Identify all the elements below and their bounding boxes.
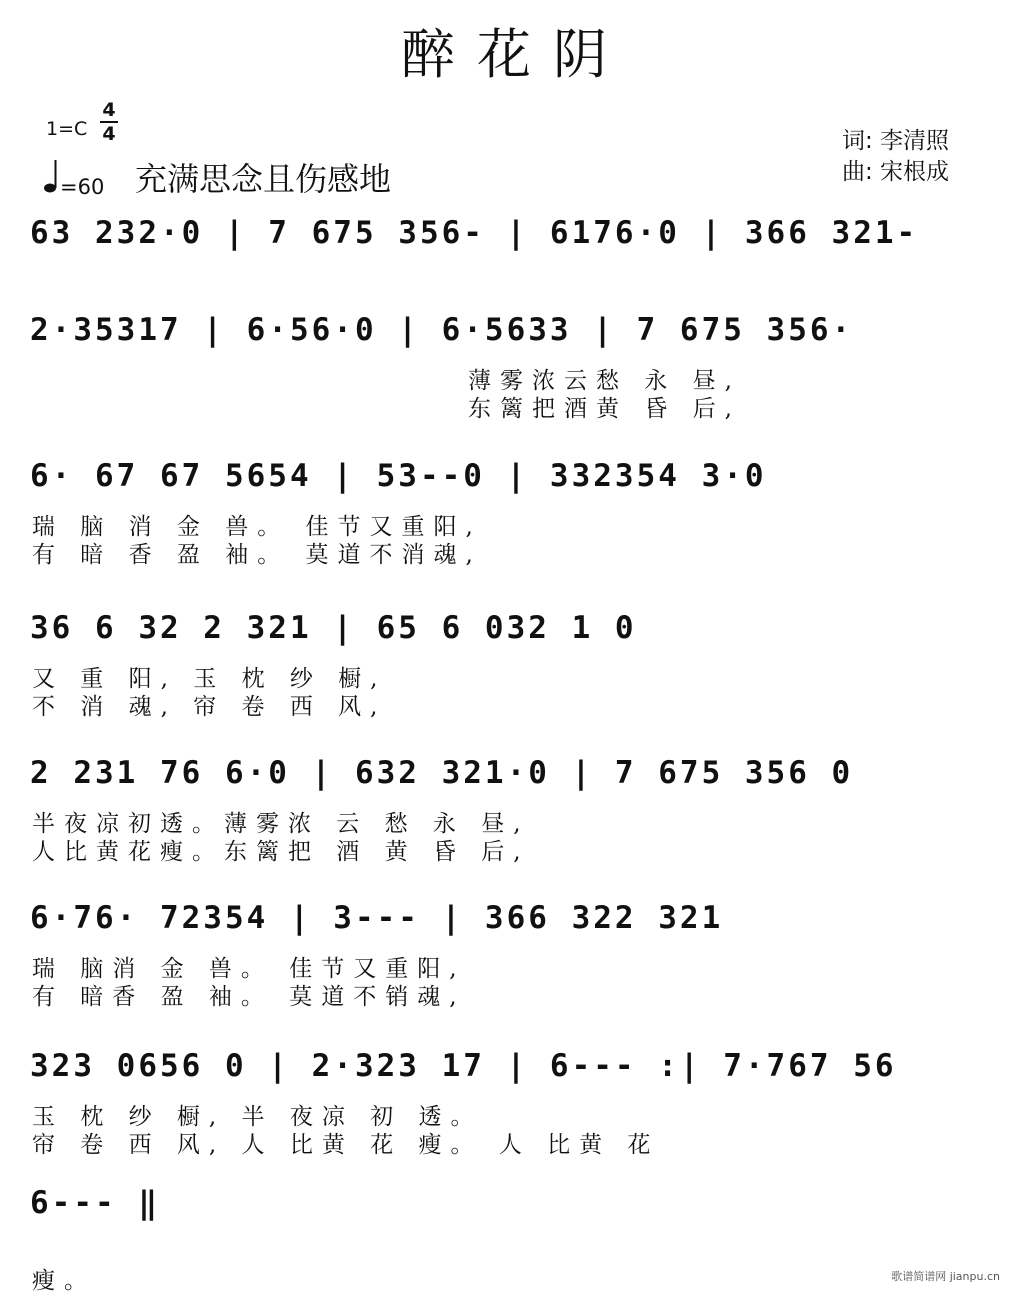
time-signature-bottom: 4 <box>102 123 116 145</box>
credits <box>842 126 949 188</box>
score-row-3 <box>0 458 1030 588</box>
lyric-verse-1: 瑞 脑 消 金 兽。 佳节又重阳, <box>32 514 482 540</box>
quarter-note-icon <box>44 160 60 199</box>
notation-line: 36 6 32 2 321 | 65 6 032 1 0 <box>30 610 637 646</box>
score-row-4 <box>0 610 1030 740</box>
lyric-verse-2: 有 暗香 盈 袖。 莫道不销魂, <box>32 984 466 1010</box>
score-row-6 <box>0 900 1030 1030</box>
lyric-verse-2: 东篱把酒黄 昏 后, <box>468 396 741 422</box>
tempo-value: =60 <box>60 175 105 199</box>
lyric-verse-2: 有 暗 香 盈 袖。 莫道不消魂, <box>32 542 482 568</box>
tempo-marking <box>44 160 104 199</box>
lyric-verse-1: 半夜凉初透。薄雾浓 云 愁 永 昼, <box>32 811 530 837</box>
time-signature-top: 4 <box>102 99 116 121</box>
score-title: 醉花阴 <box>401 23 629 86</box>
score-row-7 <box>0 1048 1030 1178</box>
time-signature <box>100 100 118 144</box>
lyric-verse-2: 帘 卷 西 风, 人 比黄 花 瘦。 人 比黄 花 <box>32 1132 660 1158</box>
final-lyric: 瘦。 <box>32 1268 96 1294</box>
notation-line: 323 0656 0 | 2·323 17 | 6--- :| 7·767 56 <box>30 1048 897 1084</box>
notation-line: 6· 67 67 5654 | 53--0 | 332354 3·0 <box>30 458 767 494</box>
lyric-verse-1: 瑞 脑消 金 兽。 佳节又重阳, <box>32 956 466 982</box>
lyric-verse-1: 玉 枕 纱 橱, 半 夜凉 初 透。 <box>32 1104 483 1130</box>
notation-line: 2·35317 | 6·56·0 | 6·5633 | 7 675 356· <box>30 312 854 348</box>
notation-line: 2 231 76 6·0 | 632 321·0 | 7 675 356 0 <box>30 755 854 791</box>
expression-text: 充满思念且伤感地 <box>135 160 392 198</box>
lyric-verse-1: 又 重 阳, 玉 枕 纱 橱, <box>32 666 387 692</box>
watermark: 歌谱简谱网 jianpu.cn <box>891 1270 1000 1283</box>
lyric-verse-2: 不 消 魂, 帘 卷 西 风, <box>32 694 387 720</box>
score-row-8 <box>0 1185 1030 1315</box>
lyricist-credit: 词: 李清照 <box>842 128 950 154</box>
lyric-verse-1: 薄雾浓云愁 永 昼, <box>468 368 741 394</box>
score-row-2 <box>0 312 1030 442</box>
lyric-verse-2: 人比黄花瘦。东篱把 酒 黄 昏 后, <box>32 839 530 865</box>
notation-line: 6·76· 72354 | 3--- | 366 322 321 <box>30 900 724 936</box>
composer-credit: 曲: 宋根成 <box>842 159 950 185</box>
key-signature: 1=C <box>46 118 88 140</box>
score-row-5 <box>0 755 1030 885</box>
notation-line: 63 232·0 | 7 675 356- | 6176·0 | 366 321- <box>30 215 919 251</box>
notation-line: 6--- ‖ <box>30 1185 160 1221</box>
